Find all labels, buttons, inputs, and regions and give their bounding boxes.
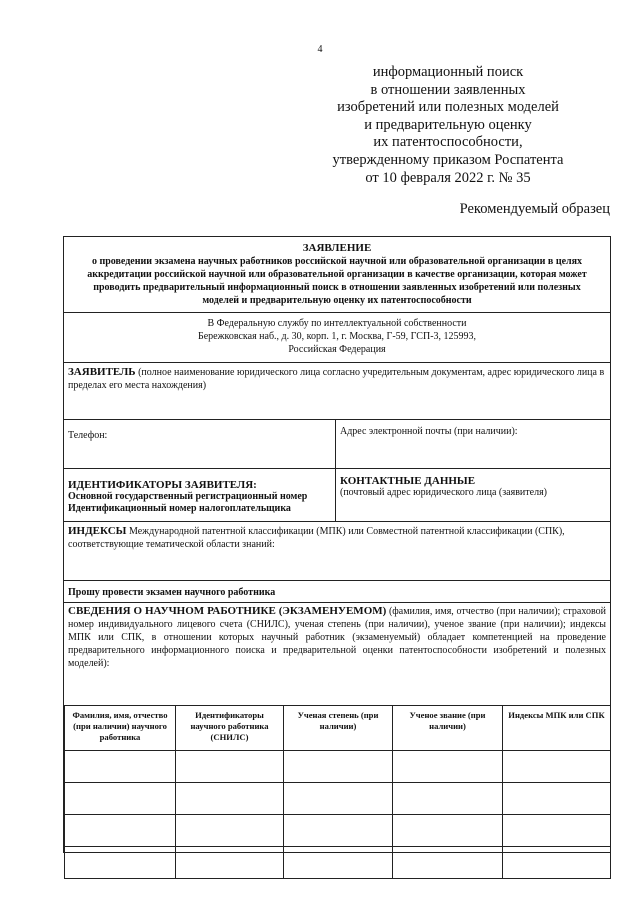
column-header-name: Фамилия, имя, отчество (при наличии) научного работника	[65, 706, 176, 751]
worker-info-label: СВЕДЕНИЯ О НАУЧНОМ РАБОТНИКЕ (ЭКЗАМЕНУЕМОМ)	[68, 605, 387, 617]
table-cell[interactable]	[393, 783, 503, 815]
table-cell[interactable]	[65, 847, 176, 879]
appendix-line: и предварительную оценку	[364, 116, 532, 133]
table-cell[interactable]	[284, 815, 393, 847]
column-header-snils: Идентификаторы научного работника (СНИЛС)	[176, 706, 284, 751]
table-cell[interactable]	[284, 751, 393, 783]
address-line: Бережковская наб., д. 30, корп. 1, г. Москва, Г-59, ГСП-3, 125993,	[197, 331, 477, 342]
indexes-label: ИНДЕКСЫ	[68, 525, 127, 537]
appendix-line: их патентоспособности,	[373, 134, 523, 151]
form-title: ЗАЯВЛЕНИЕ	[302, 242, 372, 254]
page-number: 4	[317, 44, 323, 55]
applicant-hint: (полное наименование юридического лица согласно учредительным документам, адрес юридического лица в пределах его места нахождения)	[68, 367, 605, 391]
table-cell[interactable]	[503, 815, 611, 847]
appendix-line: от 10 февраля 2022 г. № 35	[365, 169, 531, 186]
form-subtitle-line: проводить предварительный информационный поиск в отношении заявленных изобретений или полезных	[93, 282, 581, 293]
application-form	[63, 236, 611, 853]
table-cell[interactable]	[393, 847, 503, 879]
email-label: Адрес электронной почты (при наличии):	[340, 426, 518, 437]
contacts-field[interactable]	[336, 469, 610, 521]
table-cell[interactable]	[503, 783, 611, 815]
appendix-header	[298, 64, 598, 187]
form-title-section	[64, 237, 610, 313]
worker-info-section	[64, 603, 610, 697]
ogrn-label: Основной государственный регистрационный номер	[68, 491, 308, 502]
appendix-line: в отношении заявленных	[370, 81, 526, 98]
identifiers-label: ИДЕНТИФИКАТОРЫ ЗАЯВИТЕЛЯ:	[68, 479, 257, 491]
table-cell[interactable]	[176, 751, 284, 783]
indexes-hint: Международной патентной классификации (МПК) или Совместной патентной классификации (СПК), соответствующие тематической области знаний:	[68, 526, 565, 550]
form-subtitle-line: о проведении экзамена научных работников российской научной или образовательной организации в целях	[91, 256, 583, 267]
form-subtitle-line: моделей и предварительную оценку их патентоспособности	[202, 295, 472, 306]
contacts-label: КОНТАКТНЫЕ ДАННЫЕ	[340, 475, 476, 487]
table-cell[interactable]	[284, 847, 393, 879]
table-cell[interactable]	[176, 847, 284, 879]
identifiers-field[interactable]	[64, 469, 336, 521]
applicant-label: ЗАЯВИТЕЛЬ	[68, 366, 136, 378]
table-cell[interactable]	[65, 751, 176, 783]
table-row	[65, 783, 611, 815]
table-row	[65, 847, 611, 879]
email-field[interactable]	[336, 420, 610, 468]
appendix-line: изобретений или полезных моделей	[337, 99, 559, 116]
form-subtitle-line: аккредитации российской научной или образовательной организации в качестве организации, которая может	[87, 269, 587, 280]
table-cell[interactable]	[393, 751, 503, 783]
table-cell[interactable]	[284, 783, 393, 815]
table-row	[65, 751, 611, 783]
applicant-field[interactable]	[64, 363, 610, 420]
address-line: В Федеральную службу по интеллектуальной собственности	[207, 318, 467, 329]
address-line: Российская Федерация	[288, 344, 386, 355]
column-header-degree: Ученая степень (при наличии)	[284, 706, 393, 751]
contacts-hint: (почтовый адрес юридического лица (заявителя)	[340, 487, 548, 498]
table-header-row	[65, 706, 611, 751]
exam-request	[64, 581, 610, 603]
phone-field[interactable]	[64, 420, 336, 468]
column-header-indexes: Индексы МПК или СПК	[503, 706, 611, 751]
worker-info-hint: (фамилия, имя, отчество (при наличии); страховой номер индивидуального лицевого счета (СНИЛС), ученая степень (при наличии), ученое звание (при наличии); индексы МПК или СПК, в отношении которых научный работник (экзаменуемый) обладает компетенцией на проведение предварительного информационного поиска и предварительной оценки патентоспособности изобретений и полезных моделей):	[68, 606, 606, 669]
sample-label: Рекомендуемый образец	[459, 201, 610, 217]
table-cell[interactable]	[176, 783, 284, 815]
table-cell[interactable]	[65, 783, 176, 815]
request-text: Прошу провести экзамен научного работника	[68, 587, 276, 598]
table-cell[interactable]	[176, 815, 284, 847]
identifiers-contacts-row	[64, 469, 610, 522]
appendix-line: информационный поиск	[372, 64, 524, 80]
table-cell[interactable]	[503, 751, 611, 783]
table-cell[interactable]	[393, 815, 503, 847]
workers-table	[64, 705, 611, 879]
appendix-line: утвержденному приказом Роспатента	[332, 151, 564, 168]
table-row	[65, 815, 611, 847]
table-cell[interactable]	[65, 815, 176, 847]
column-header-rank: Ученое звание (при наличии)	[393, 706, 503, 751]
indexes-field[interactable]	[64, 522, 610, 581]
phone-email-row	[64, 420, 610, 469]
table-cell[interactable]	[503, 847, 611, 879]
inn-label: Идентификационный номер налогоплательщика	[68, 503, 291, 514]
recipient-address-section	[64, 313, 610, 363]
phone-label: Телефон:	[68, 430, 108, 441]
